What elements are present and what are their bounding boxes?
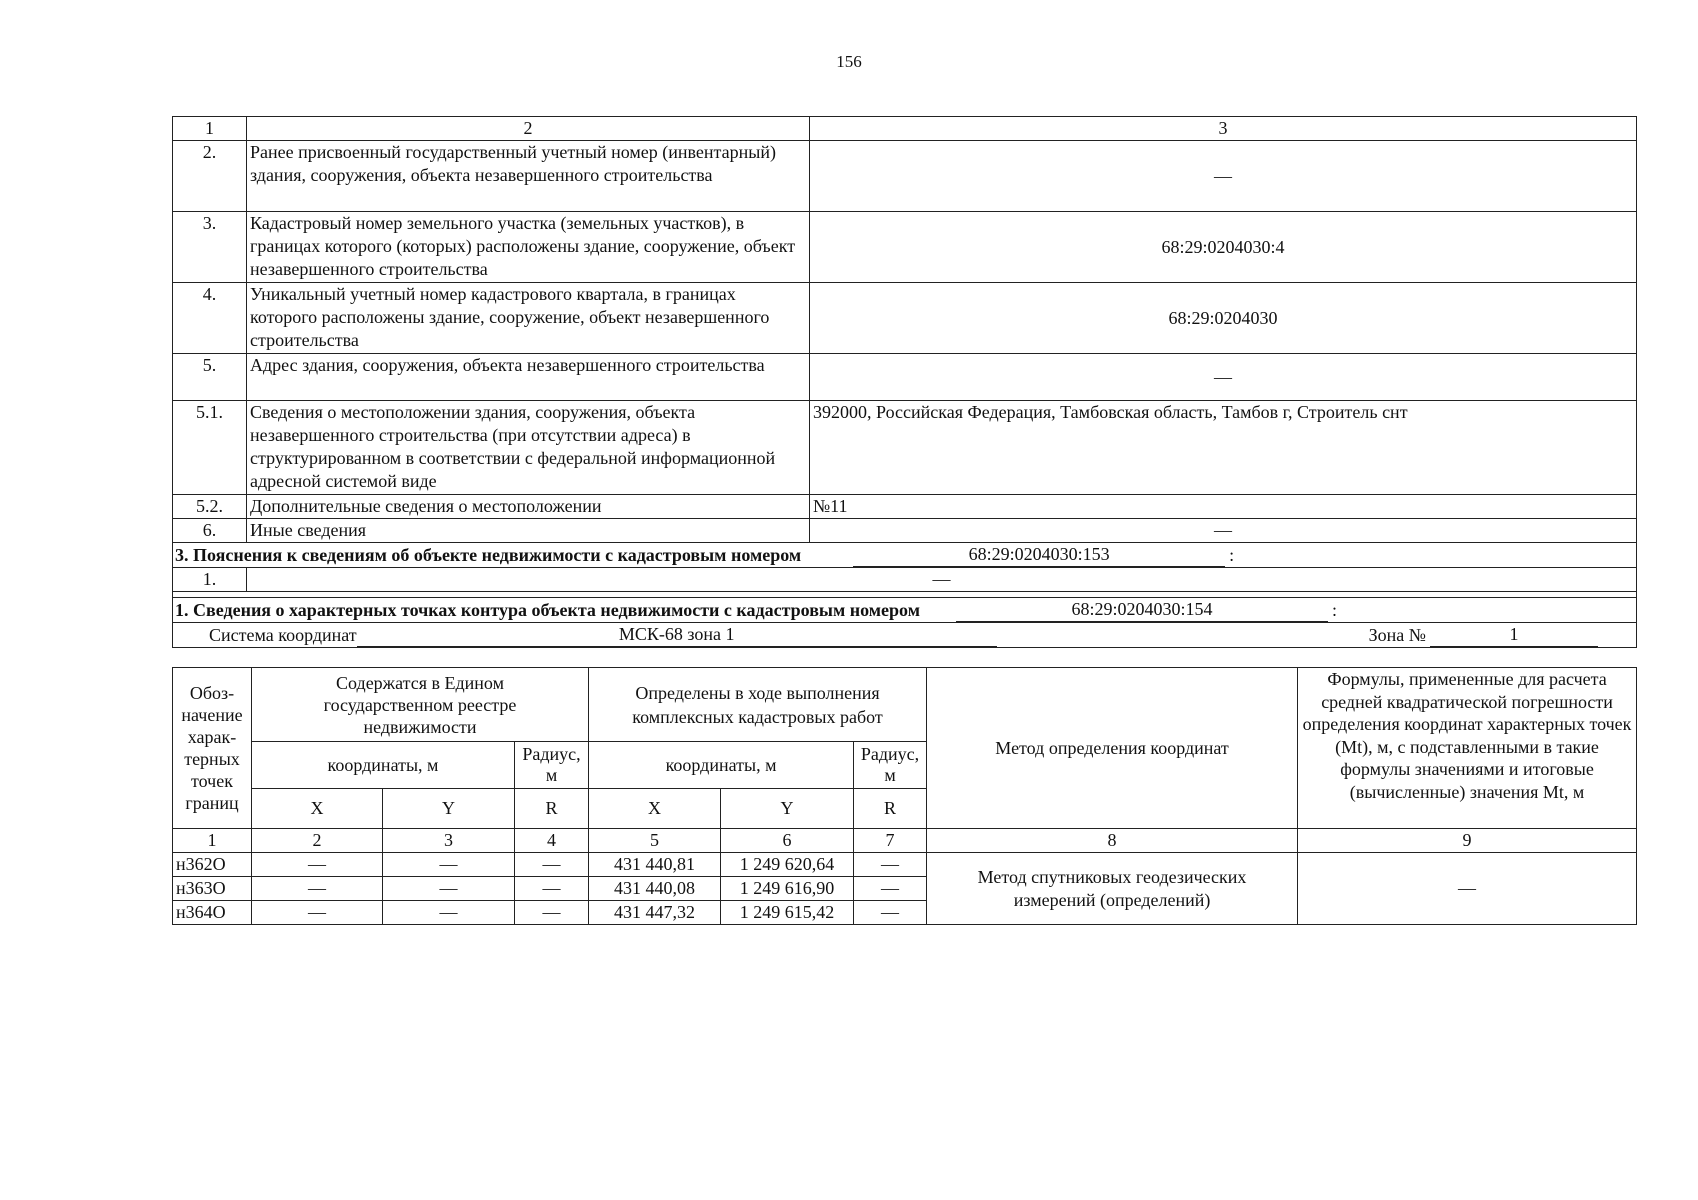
row-label: Кадастровый номер земельного участка (земельных участков), в границах которого (которых) расположены здание, сооружение, объект незавершенного строительства	[247, 212, 810, 283]
complex-works-header: Определены в ходе выполнения комплексных кадастровых работ	[589, 668, 927, 742]
row-value: —	[810, 519, 1637, 543]
column-number: 3	[383, 829, 515, 853]
row-value: №11	[810, 495, 1637, 519]
egrn-x: —	[252, 901, 383, 925]
column-number: 2	[252, 829, 383, 853]
x-header: X	[252, 789, 383, 829]
row-label: Ранее присвоенный государственный учетный номер (инвентарный) здания, сооружения, объекта незавершенного строительства	[247, 141, 810, 212]
info-row	[173, 283, 1637, 354]
egrn-x: —	[252, 877, 383, 901]
column-number: 4	[515, 829, 589, 853]
row-number: 5.1.	[173, 401, 247, 495]
r-header: R	[515, 789, 589, 829]
row-label: Дополнительные сведения о местоположении	[247, 495, 810, 519]
section-3-cadastral-number: 68:29:0204030:153	[853, 543, 1225, 567]
characteristic-points-table	[172, 667, 1637, 925]
radius-header: Радиус, м	[515, 742, 589, 789]
formula-value: —	[1298, 853, 1637, 925]
method-header: Метод определения координат	[927, 668, 1298, 829]
column-number: 1	[173, 117, 247, 141]
egrn-y: —	[383, 853, 515, 877]
info-row	[173, 212, 1637, 283]
row-number: 1.	[173, 568, 247, 592]
section-3-heading-row	[173, 543, 1637, 568]
egrn-r: —	[515, 853, 589, 877]
section-3-title: 3. Пояснения к сведениям об объекте недвижимости с кадастровым номером	[175, 545, 802, 565]
row-value: —	[247, 568, 1637, 592]
row-number: 3.	[173, 212, 247, 283]
row-number: 2.	[173, 141, 247, 212]
coordinate-system-value: МСК-68 зона 1	[357, 623, 997, 647]
info-row	[173, 401, 1637, 495]
row-value: 68:29:0204030	[810, 283, 1637, 354]
ccw-y: 1 249 620,64	[721, 853, 854, 877]
point-name: н362О	[173, 853, 252, 877]
ccw-r: —	[854, 853, 927, 877]
r-header: R	[854, 789, 927, 829]
column-number: 3	[810, 117, 1637, 141]
egrn-x: —	[252, 853, 383, 877]
coord-section-colon: :	[1331, 600, 1337, 620]
zone-label: Зона №	[1368, 625, 1426, 645]
object-info-table	[172, 116, 1637, 648]
ccw-y: 1 249 615,42	[721, 901, 854, 925]
column-number-row	[173, 117, 1637, 141]
section-3-colon: :	[1229, 545, 1235, 565]
egrn-y: —	[383, 877, 515, 901]
table-row	[173, 853, 1637, 877]
row-number: 4.	[173, 283, 247, 354]
point-designation-header: Обоз-начение харак-терных точек границ	[173, 668, 252, 829]
y-header: Y	[721, 789, 854, 829]
column-number: 9	[1298, 829, 1637, 853]
info-row	[173, 141, 1637, 212]
egrn-r: —	[515, 901, 589, 925]
row-label: Иные сведения	[247, 519, 810, 543]
column-number: 7	[854, 829, 927, 853]
ccw-r: —	[854, 901, 927, 925]
point-name: н364О	[173, 901, 252, 925]
coord-section-heading-row	[173, 598, 1637, 623]
egrn-y: —	[383, 901, 515, 925]
info-row	[173, 519, 1637, 543]
point-name: н363О	[173, 877, 252, 901]
info-row	[173, 354, 1637, 401]
x-header: X	[589, 789, 721, 829]
row-value: —	[810, 354, 1637, 401]
page-number: 156	[836, 52, 862, 71]
column-number: 8	[927, 829, 1298, 853]
row-label: Адрес здания, сооружения, объекта незавершенного строительства	[247, 354, 810, 401]
row-value: 68:29:0204030:4	[810, 212, 1637, 283]
coordinate-system-row	[173, 623, 1637, 648]
zone-value: 1	[1430, 623, 1598, 647]
section-3-row	[173, 568, 1637, 592]
formulas-header: Формулы, примененные для расчета средней квадратической погрешности определения координат характерных точек (Mt), м, с подставленными в такие формулы значениями и итоговые (вычисленные) значения Mt, м	[1298, 668, 1637, 829]
column-number: 5	[589, 829, 721, 853]
ccw-r: —	[854, 877, 927, 901]
ccw-x: 431 440,81	[589, 853, 721, 877]
row-number: 5.	[173, 354, 247, 401]
y-header: Y	[383, 789, 515, 829]
row-label: Сведения о местоположении здания, сооружения, объекта незавершенного строительства (при отсутствии адреса) в структурированном в соответствии с федеральной информационной адресной системой виде	[247, 401, 810, 495]
coordinates-header: координаты, м	[252, 742, 515, 789]
info-row	[173, 495, 1637, 519]
row-number: 6.	[173, 519, 247, 543]
column-number: 1	[173, 829, 252, 853]
ccw-x: 431 440,08	[589, 877, 721, 901]
method-value: Метод спутниковых геодезических измерений (определений)	[927, 853, 1298, 925]
row-number: 5.2.	[173, 495, 247, 519]
row-value: 392000, Российская Федерация, Тамбовская область, Тамбов г, Строитель снт	[810, 401, 1637, 495]
coordinates-header: координаты, м	[589, 742, 854, 789]
egrn-r: —	[515, 877, 589, 901]
ccw-x: 431 447,32	[589, 901, 721, 925]
column-number: 6	[721, 829, 854, 853]
ccw-y: 1 249 616,90	[721, 877, 854, 901]
coord-section-title: 1. Сведения о характерных точках контура объекта недвижимости с кадастровым номером	[175, 600, 920, 620]
egrn-header: Содержатся в Едином государственном реестре недвижимости	[252, 668, 589, 742]
coordinate-system-label: Система координат	[209, 625, 357, 645]
column-number: 2	[247, 117, 810, 141]
coord-section-cadastral-number: 68:29:0204030:154	[956, 598, 1328, 622]
row-label: Уникальный учетный номер кадастрового квартала, в границах которого расположены здание, сооружение, объект незавершенного строительства	[247, 283, 810, 354]
row-value: —	[810, 141, 1637, 212]
radius-header: Радиус, м	[854, 742, 927, 789]
column-number-row	[173, 829, 1637, 853]
